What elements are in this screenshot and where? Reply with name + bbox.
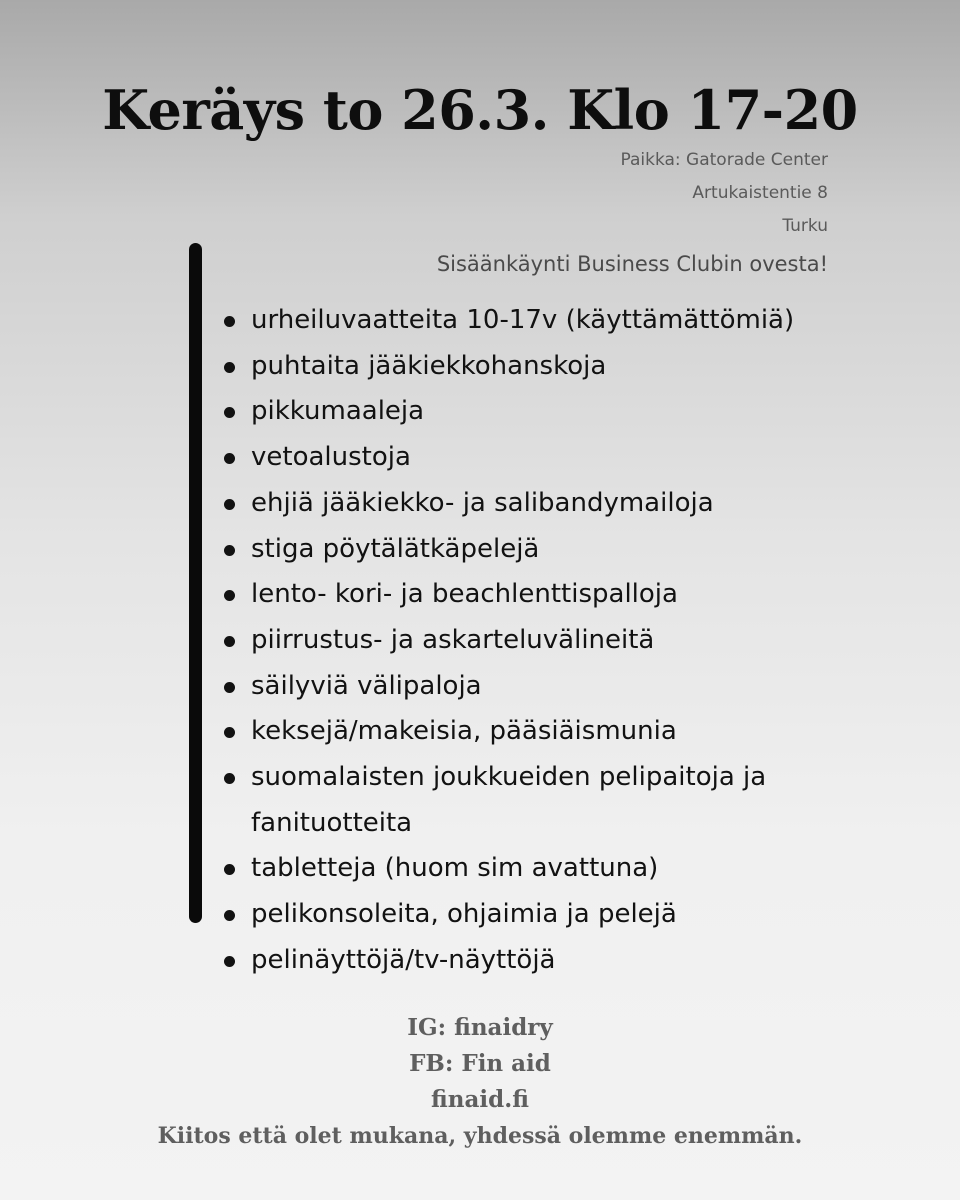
list-item-label: keksejä/makeisia, pääsiäismunia: [251, 716, 677, 747]
bullet-dot-icon: [224, 773, 235, 784]
footer-contacts: [0, 1010, 960, 1154]
bullet-dot-icon: [224, 910, 235, 921]
list-item: [222, 298, 862, 344]
list-item: [222, 755, 862, 846]
bullet-dot-icon: [224, 362, 235, 373]
list-item-label: pelikonsoleita, ohjaimia ja pelejä: [251, 899, 677, 930]
instagram-handle: IG: finaidry: [407, 1014, 553, 1041]
list-item: [222, 389, 862, 435]
list-item-label: stiga pöytälätkäpelejä: [251, 533, 540, 564]
list-item-label: suomalaisten joukkueiden pelipaitoja ja fanituotteita: [251, 762, 767, 838]
list-item: [222, 664, 862, 710]
thanks-message: Kiitos että olet mukana, yhdessä olemme enemmän.: [157, 1123, 803, 1149]
facebook-handle: FB: Fin aid: [409, 1050, 551, 1077]
bullet-dot-icon: [224, 727, 235, 738]
list-item: [222, 527, 862, 573]
bullet-dot-icon: [224, 407, 235, 418]
bullet-dot-icon: [224, 316, 235, 327]
bullet-dot-icon: [224, 453, 235, 464]
bullet-dot-icon: [224, 545, 235, 556]
list-item: [222, 435, 862, 481]
entrance-note: Sisäänkäynti Business Clubin ovesta!: [436, 252, 828, 276]
bullet-dot-icon: [224, 864, 235, 875]
list-item: [222, 846, 862, 892]
list-item: [222, 481, 862, 527]
list-item: [222, 709, 862, 755]
list-item: [222, 892, 862, 938]
list-item-label: urheiluvaatteita 10-17v (käyttämättömiä): [251, 305, 795, 335]
vertical-accent-bar: [189, 243, 202, 923]
list-item-label: puhtaita jääkiekkohanskoja: [251, 350, 607, 381]
location-street: Artukaistentie 8: [692, 183, 828, 203]
bullet-dot-icon: [224, 636, 235, 647]
list-item-label: ehjiä jääkiekko- ja salibandymailoja: [251, 487, 714, 518]
bullet-dot-icon: [224, 590, 235, 601]
list-item-label: vetoalustoja: [251, 442, 411, 473]
list-item-label: tabletteja (huom sim avattuna): [251, 853, 659, 884]
list-item-label: säilyviä välipaloja: [251, 670, 482, 701]
website-link: finaid.fi: [431, 1086, 529, 1113]
list-item-label: pelinäyttöjä/tv-näyttöjä: [251, 944, 556, 975]
list-item: [222, 938, 862, 984]
page-title: Keräys to 26.3. Klo 17-20: [102, 78, 858, 142]
bullet-dot-icon: [224, 499, 235, 510]
bullet-dot-icon: [224, 956, 235, 967]
list-item: [222, 572, 862, 618]
list-item-label: piirrustus- ja askarteluvälineitä: [251, 624, 655, 655]
donation-item-list: [222, 298, 862, 984]
list-item-label: lento- kori- ja beachlenttispalloja: [251, 579, 678, 610]
bullet-dot-icon: [224, 682, 235, 693]
list-item: [222, 618, 862, 664]
list-item: [222, 344, 862, 390]
location-block: [437, 144, 828, 283]
list-item-label: pikkumaaleja: [251, 396, 425, 427]
location-place: Paikka: Gatorade Center: [620, 150, 828, 170]
location-city: Turku: [782, 216, 828, 236]
